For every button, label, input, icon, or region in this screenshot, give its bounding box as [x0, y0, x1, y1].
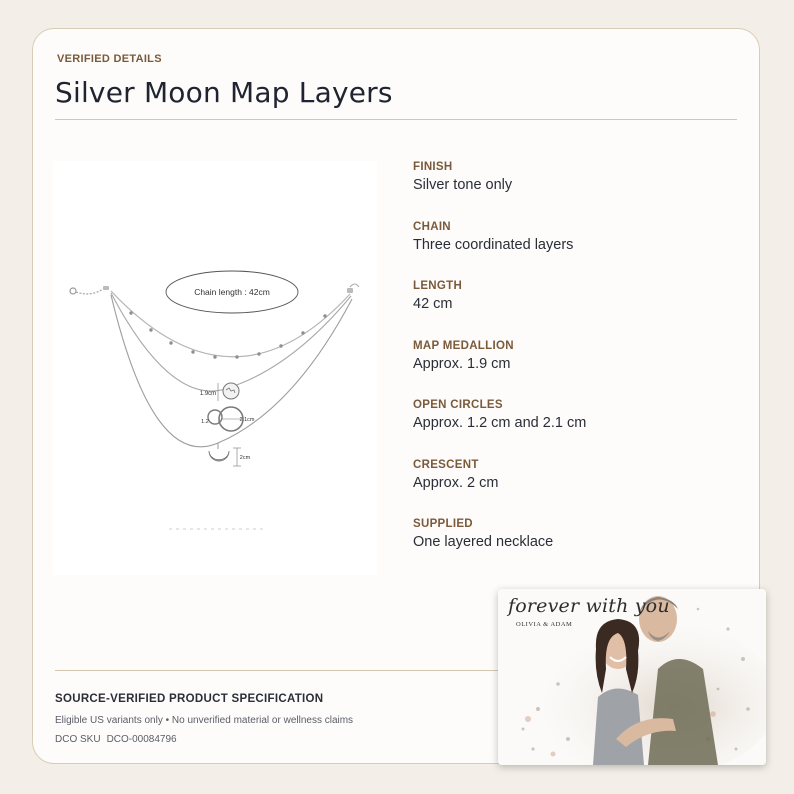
spec-value: Approx. 2 cm	[413, 474, 499, 491]
spec-label: CHAIN	[413, 220, 451, 233]
dim-circle-large-label: 2.1cm	[239, 417, 255, 423]
spec-label: CRESCENT	[413, 458, 479, 471]
spec-label: FINISH	[413, 161, 453, 173]
footer-sku	[55, 734, 177, 745]
spec-value: Approx. 1.2 cm and 2.1 cm	[413, 415, 587, 431]
promo-names: OLIVIA & ADAM	[516, 621, 573, 628]
eyebrow-label: VERIFIED DETAILS	[57, 53, 162, 65]
promo-script-text: forever with you	[508, 595, 670, 617]
spec-open-circles	[413, 399, 733, 459]
header-divider	[55, 119, 737, 120]
spec-value: One layered necklace	[413, 534, 554, 550]
spec-map-medallion	[413, 340, 733, 400]
spec-supplied	[413, 518, 733, 578]
spec-value: Silver tone only	[413, 177, 513, 193]
spec-label: MAP MEDALLION	[413, 339, 514, 352]
spec-label: LENGTH	[413, 280, 463, 292]
footer-note: Eligible US variants only • No unverified material or wellness claims	[55, 715, 354, 726]
dim-circle-small-label: 1.2	[201, 419, 209, 425]
spec-crescent	[413, 459, 733, 519]
spec-label: SUPPLIED	[413, 518, 473, 530]
spec-label: OPEN CIRCLES	[413, 399, 503, 411]
spec-length	[413, 280, 733, 340]
product-photo	[53, 161, 377, 575]
dim-crescent-label: 2cm	[239, 455, 251, 461]
spec-value: Three coordinated layers	[413, 236, 574, 253]
spec-list	[413, 161, 733, 578]
sku-label: DCO SKU	[55, 734, 101, 745]
chain-length-label: Chain length : 42cm	[194, 287, 270, 297]
promo-photo-card[interactable]	[498, 589, 766, 765]
spec-finish	[413, 161, 733, 221]
spec-chain	[413, 221, 733, 281]
spec-value: Approx. 1.9 cm	[413, 355, 511, 372]
sku-value: DCO-00084796	[106, 734, 177, 745]
page-title: Silver Moon Map Layers	[55, 76, 393, 109]
spec-value: 42 cm	[413, 296, 453, 312]
footer-title: SOURCE-VERIFIED PRODUCT SPECIFICATION	[55, 693, 324, 705]
dim-medallion-label: 1.9cm	[199, 391, 217, 397]
